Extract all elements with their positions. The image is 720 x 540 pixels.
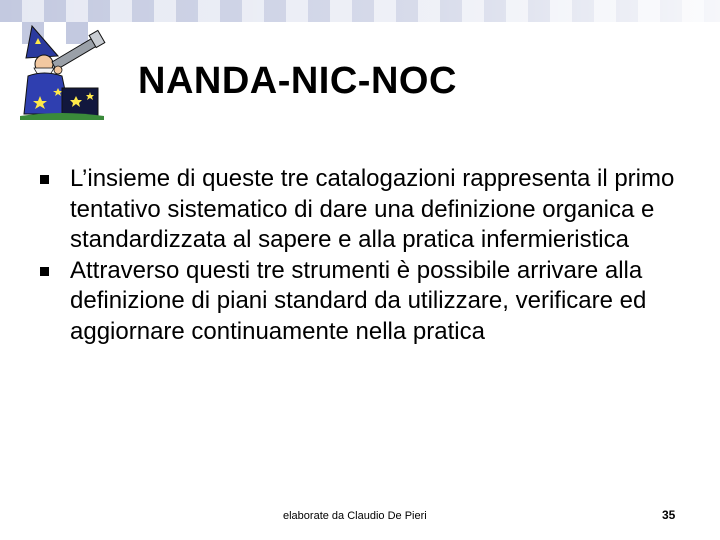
bullet-list	[38, 164, 698, 347]
footer-credit: elaborate da Claudio De Pieri	[283, 510, 427, 522]
wizard-telescope-clipart	[18, 12, 106, 120]
page-number: 35	[662, 508, 676, 522]
bullet-text: L’insieme di queste tre catalogazioni rappresenta il primo tentativo sistematico di dare una definizione organica e standardizzata al sapere e alla pratica infermieristica	[70, 165, 675, 253]
bullet-text: Attraverso questi tre strumenti è possibile arrivare alla definizione di piani standard da utilizzare, verificare ed aggiornare continuamente nella pratica	[70, 256, 647, 345]
square-bullet-icon	[40, 175, 49, 184]
checkered-band-decoration	[0, 0, 720, 44]
bullet-item	[38, 164, 698, 256]
slide-title: NANDA-NIC-NOC	[138, 60, 457, 102]
bullet-item	[38, 256, 698, 348]
square-bullet-icon	[40, 267, 49, 276]
